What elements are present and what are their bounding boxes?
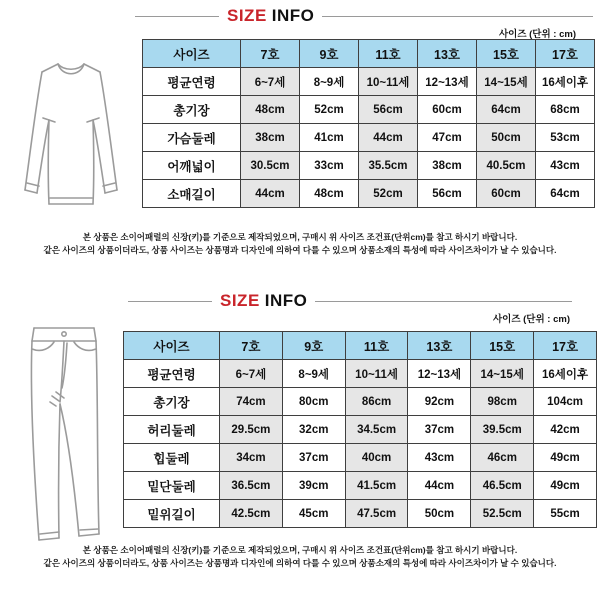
value-cell: 38cm [418, 152, 477, 180]
value-cell: 64cm [536, 180, 595, 208]
value-cell: 6~7세 [241, 68, 300, 96]
header-row [143, 40, 595, 68]
row-label: 허리둘레 [124, 416, 220, 444]
value-cell: 44cm [359, 124, 418, 152]
unit-label-bottom: 사이즈 (단위 : cm) [492, 314, 570, 325]
value-cell: 8~9세 [282, 360, 345, 388]
row-label: 소매길이 [143, 180, 241, 208]
tshirt-illustration [6, 44, 136, 229]
value-cell: 45cm [282, 500, 345, 528]
column-header: 17호 [534, 332, 597, 360]
value-cell: 68cm [536, 96, 595, 124]
disclaimer-line: 같은 사이즈의 상품이더라도, 상품 사이즈는 상품명과 디자인에 의하여 다를 수 있으며 상품소재의 특성에 따라 사이즈차이가 날 수 있습니다. [43, 244, 557, 255]
value-cell: 53cm [536, 124, 595, 152]
value-cell: 92cm [408, 388, 471, 416]
value-cell: 39.5cm [471, 416, 534, 444]
row-label: 밑단둘레 [124, 472, 220, 500]
row-label: 평균연령 [124, 360, 220, 388]
column-header: 7호 [241, 40, 300, 68]
value-cell: 37cm [282, 444, 345, 472]
disclaimer-line: 본 상품은 소이어패럴의 신장(키)를 기준으로 제작되었으며, 구매시 위 사이즈 조건표(단위cm)를 참고 하시기 바랍니다. [82, 545, 518, 555]
header-row [124, 332, 597, 360]
value-cell: 56cm [418, 180, 477, 208]
value-cell: 104cm [534, 388, 597, 416]
value-cell: 32cm [282, 416, 345, 444]
value-cell: 34.5cm [345, 416, 408, 444]
value-cell: 60cm [418, 96, 477, 124]
value-cell: 38cm [241, 124, 300, 152]
value-cell: 41cm [300, 124, 359, 152]
value-cell: 34cm [220, 444, 283, 472]
disclaimer-line: 같은 사이즈의 상품이더라도, 상품 사이즈는 상품명과 디자인에 의하여 다를 수 있으며 상품소재의 특성에 따라 사이즈차이가 날 수 있습니다. [43, 557, 557, 568]
table-row [124, 360, 597, 388]
value-cell: 64cm [477, 96, 536, 124]
column-header: 13호 [418, 40, 477, 68]
value-cell: 50cm [408, 500, 471, 528]
column-header: 13호 [408, 332, 471, 360]
value-cell: 35.5cm [359, 152, 418, 180]
value-cell: 44cm [241, 180, 300, 208]
column-header: 사이즈 [124, 332, 220, 360]
table-row [124, 472, 597, 500]
title-info-text: INFO [271, 6, 315, 25]
value-cell: 47cm [418, 124, 477, 152]
disclaimer-top [0, 231, 600, 256]
row-label: 밑위길이 [124, 500, 220, 528]
value-cell: 56cm [359, 96, 418, 124]
table-row [143, 180, 595, 208]
value-cell: 39cm [282, 472, 345, 500]
table-row [124, 416, 597, 444]
table-row [124, 500, 597, 528]
unit-label-top: 사이즈 (단위 : cm) [498, 29, 576, 40]
table-row [124, 388, 597, 416]
value-cell: 36.5cm [220, 472, 283, 500]
value-cell: 43cm [408, 444, 471, 472]
value-cell: 12~13세 [418, 68, 477, 96]
value-cell: 80cm [282, 388, 345, 416]
value-cell: 33cm [300, 152, 359, 180]
row-label: 평균연령 [143, 68, 241, 96]
column-header: 15호 [471, 332, 534, 360]
divider-line [128, 301, 212, 302]
value-cell: 52.5cm [471, 500, 534, 528]
value-cell: 50cm [477, 124, 536, 152]
row-label: 총기장 [124, 388, 220, 416]
value-cell: 43cm [536, 152, 595, 180]
value-cell: 30.5cm [241, 152, 300, 180]
value-cell: 46cm [471, 444, 534, 472]
title-info-text: INFO [264, 291, 308, 310]
value-cell: 14~15세 [471, 360, 534, 388]
column-header: 15호 [477, 40, 536, 68]
value-cell: 48cm [241, 96, 300, 124]
value-cell: 86cm [345, 388, 408, 416]
value-cell: 10~11세 [345, 360, 408, 388]
value-cell: 16세이후 [536, 68, 595, 96]
value-cell: 49cm [534, 444, 597, 472]
value-cell: 40.5cm [477, 152, 536, 180]
column-header: 7호 [220, 332, 283, 360]
disclaimer-line: 본 상품은 소이어패럴의 신장(키)를 기준으로 제작되었으며, 구매시 위 사이즈 조건표(단위cm)를 참고 하시기 바랍니다. [82, 232, 518, 242]
column-header: 9호 [300, 40, 359, 68]
divider-line [135, 16, 219, 17]
table-row [143, 96, 595, 124]
value-cell: 60cm [477, 180, 536, 208]
value-cell: 29.5cm [220, 416, 283, 444]
column-header: 17호 [536, 40, 595, 68]
value-cell: 42.5cm [220, 500, 283, 528]
table-row [143, 68, 595, 96]
value-cell: 42cm [534, 416, 597, 444]
section-title-top [135, 7, 593, 25]
value-cell: 8~9세 [300, 68, 359, 96]
column-header: 9호 [282, 332, 345, 360]
row-label: 가슴둘레 [143, 124, 241, 152]
value-cell: 55cm [534, 500, 597, 528]
divider-line [315, 301, 572, 302]
table-row [143, 124, 595, 152]
table-row [124, 444, 597, 472]
title-size-text: SIZE [227, 6, 267, 25]
value-cell: 6~7세 [220, 360, 283, 388]
value-cell: 46.5cm [471, 472, 534, 500]
column-header: 11호 [345, 332, 408, 360]
value-cell: 74cm [220, 388, 283, 416]
section-title-bottom [128, 292, 572, 310]
value-cell: 37cm [408, 416, 471, 444]
value-cell: 12~13세 [408, 360, 471, 388]
value-cell: 47.5cm [345, 500, 408, 528]
value-cell: 10~11세 [359, 68, 418, 96]
row-label: 힙둘레 [124, 444, 220, 472]
column-header: 사이즈 [143, 40, 241, 68]
pants-illustration [12, 322, 112, 552]
title-size-text: SIZE [220, 291, 260, 310]
value-cell: 98cm [471, 388, 534, 416]
size-table-bottom [123, 331, 597, 528]
size-table-top [142, 39, 595, 208]
value-cell: 40cm [345, 444, 408, 472]
table-row [143, 152, 595, 180]
value-cell: 49cm [534, 472, 597, 500]
row-label: 총기장 [143, 96, 241, 124]
value-cell: 14~15세 [477, 68, 536, 96]
divider-line [322, 16, 593, 17]
row-label: 어깨넓이 [143, 152, 241, 180]
value-cell: 48cm [300, 180, 359, 208]
value-cell: 52cm [359, 180, 418, 208]
value-cell: 16세이후 [534, 360, 597, 388]
disclaimer-bottom [0, 544, 600, 569]
value-cell: 41.5cm [345, 472, 408, 500]
value-cell: 52cm [300, 96, 359, 124]
column-header: 11호 [359, 40, 418, 68]
value-cell: 44cm [408, 472, 471, 500]
